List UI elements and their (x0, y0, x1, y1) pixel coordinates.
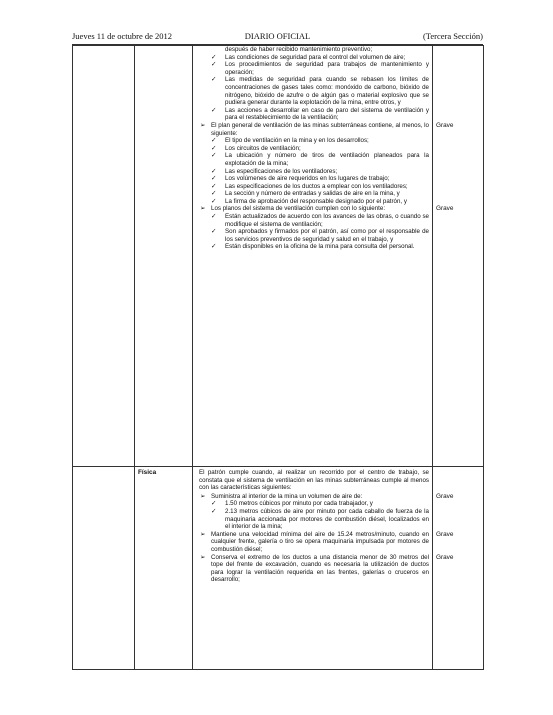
col-blank (73, 46, 135, 467)
check-list-item (193, 508, 432, 531)
item-text: Están disponibles en la oficina de la mina para consulta del personal. (225, 243, 415, 251)
col-type (135, 467, 193, 670)
check-list-item (193, 228, 432, 243)
checkmark-bullet-icon: ✓ (211, 106, 217, 114)
check-list-item (193, 198, 432, 206)
checkmark-bullet-icon: ✓ (211, 507, 217, 515)
arrowhead-bullet-icon: ➢ (200, 553, 206, 561)
arrow-list-item (193, 554, 432, 584)
item-text: La firma de aprobación del responsable designado por el patrón, y (225, 197, 407, 205)
checkmark-bullet-icon: ✓ (211, 152, 217, 160)
check-list-item (193, 168, 432, 176)
criteria-table (72, 45, 484, 670)
arrow-list-item (193, 493, 432, 501)
arrow-list-item (193, 205, 432, 213)
col-criteria (193, 467, 433, 670)
check-list-item (193, 243, 432, 251)
item-text: 1.50 metros cúbicos por minuto por cada trabajador, y (225, 500, 373, 508)
item-text: Las condiciones de seguridad para el control del volumen de aire; (225, 53, 406, 61)
check-list-item (193, 61, 432, 76)
item-text: Las especificaciones de los ductos a emplear con los ventiladores; (225, 182, 408, 190)
check-list-item (193, 54, 432, 62)
item-text: Mantiene una velocidad mínima del aire de 15.24 metros/minuto, cuando en cualquier frente, galería o tiro se opera maquinaria impulsada por motores de combustión diésel; (211, 530, 429, 553)
item-text: Las especificaciones de los ventiladores; (225, 167, 338, 175)
item-text: El plan general de ventilación de las minas subterráneas contiene, al menos, lo siguiente: (211, 121, 429, 137)
checkmark-bullet-icon: ✓ (211, 167, 217, 175)
severity-label: Grave (436, 121, 454, 129)
check-list-item (193, 145, 432, 153)
item-text: Los circuitos de ventilación; (225, 144, 301, 152)
checkmark-bullet-icon: ✓ (211, 76, 217, 84)
item-text: Están actualizados de acuerdo con los avances de las obras, o cuando se modifique el sistema de ventilación; (225, 213, 429, 228)
item-text: El tipo de ventilación en la mina y en los desarrollos; (225, 137, 369, 145)
arrowhead-bullet-icon: ➢ (200, 205, 206, 213)
item-text: Los procedimientos de seguridad para trabajos de mantenimiento y operación; (225, 61, 429, 76)
table-row (73, 46, 484, 467)
criteria-text (193, 467, 432, 584)
col-criteria (193, 46, 433, 467)
checkmark-bullet-icon: ✓ (211, 182, 217, 190)
col-type (135, 46, 193, 467)
checkmark-bullet-icon: ✓ (211, 197, 217, 205)
checkmark-bullet-icon: ✓ (211, 500, 217, 508)
item-text: La ubicación y número de tiros de ventilación planeados para la explotación de la mina; (225, 152, 429, 167)
check-list-item (193, 152, 432, 167)
evaluation-type: Física (138, 469, 157, 476)
item-text: Los planos del sistema de ventilación cumplen con lo siguiente: (211, 205, 386, 213)
severity-label: Grave (436, 492, 454, 500)
item-text: La sección y número de entradas y salidas de aire en la mina, y (225, 190, 400, 198)
checkmark-bullet-icon: ✓ (211, 213, 217, 221)
checkmark-bullet-icon: ✓ (211, 53, 217, 61)
arrow-list-item (193, 531, 432, 554)
col-blank (73, 467, 135, 670)
arrowhead-bullet-icon: ➢ (200, 530, 206, 538)
checkmark-bullet-icon: ✓ (211, 243, 217, 251)
check-list-item (193, 175, 432, 183)
checkmark-bullet-icon: ✓ (211, 137, 217, 145)
item-text: Las medidas de seguridad para cuando se rebasen los límites de concentraciones de gases tales como: monóxido de carbono, bióxido de nitrógeno, bióxido de azufre o de algún gas o material explosivo que se pudiera generar durante la explotación de la mina, entre otros, y (225, 76, 429, 107)
check-list-item (193, 107, 432, 122)
check-list-item (193, 213, 432, 228)
check-list-item (193, 183, 432, 191)
arrow-list-item (193, 122, 432, 137)
item-text: Las acciones a desarrollar en caso de paro del sistema de ventilación y para el restablecimiento de la ventilación; (225, 106, 429, 122)
intro-paragraph: El patrón cumple cuando, al realizar un recorrido por el centro de trabajo, se constata que el sistema de ventilación en las minas subterráneas cumple al menos con las características siguientes: (199, 469, 429, 492)
arrowhead-bullet-icon: ➢ (200, 492, 206, 500)
item-text: Los volúmenes de aire requeridos en los lugares de trabajo; (225, 175, 390, 183)
item-text: Suministra al interior de la mina un volumen de aire de: (211, 492, 363, 500)
severity-label: Grave (436, 205, 454, 213)
checkmark-bullet-icon: ✓ (211, 61, 217, 69)
checkmark-bullet-icon: ✓ (211, 175, 217, 183)
col-severity (433, 467, 484, 670)
item-text: 2.13 metros cúbicos de aire por minuto por cada caballo de fuerza de la maquinaria accionada por motores de combustión diésel, localizados en el interior de la mina; (225, 507, 429, 531)
page-header (72, 31, 483, 45)
check-list-item (193, 137, 432, 145)
checkmark-bullet-icon: ✓ (211, 144, 217, 152)
col-severity (433, 46, 484, 467)
check-list-item (193, 500, 432, 508)
criteria-text (193, 46, 432, 251)
arrowhead-bullet-icon: ➢ (200, 121, 206, 129)
checkmark-bullet-icon: ✓ (211, 228, 217, 236)
table-row (73, 467, 484, 670)
header-date: Jueves 11 de octubre de 2012 (72, 31, 173, 41)
continuation-text: después de haber recibido mantenimiento preventivo; (225, 46, 373, 53)
check-list-item (193, 190, 432, 198)
check-list-item (193, 76, 432, 106)
header-section: (Tercera Sección) (422, 31, 483, 41)
severity-label: Grave (436, 553, 454, 561)
item-text: Conserva el extremo de los ductos a una distancia menor de 30 metros del tope del frente de excavación, cuando es necesaria la utilización de ductos para lograr la ventilación requerida en las frentes, galerías o cruceros en desarrollo; (211, 553, 429, 584)
checkmark-bullet-icon: ✓ (211, 190, 217, 198)
header-publication: DIARIO OFICIAL (244, 31, 311, 41)
item-text: Son aprobados y firmados por el patrón, así como por el responsable de los servicios preventivos de seguridad y salud en el trabajo, y (225, 228, 429, 243)
severity-label: Grave (436, 530, 454, 538)
